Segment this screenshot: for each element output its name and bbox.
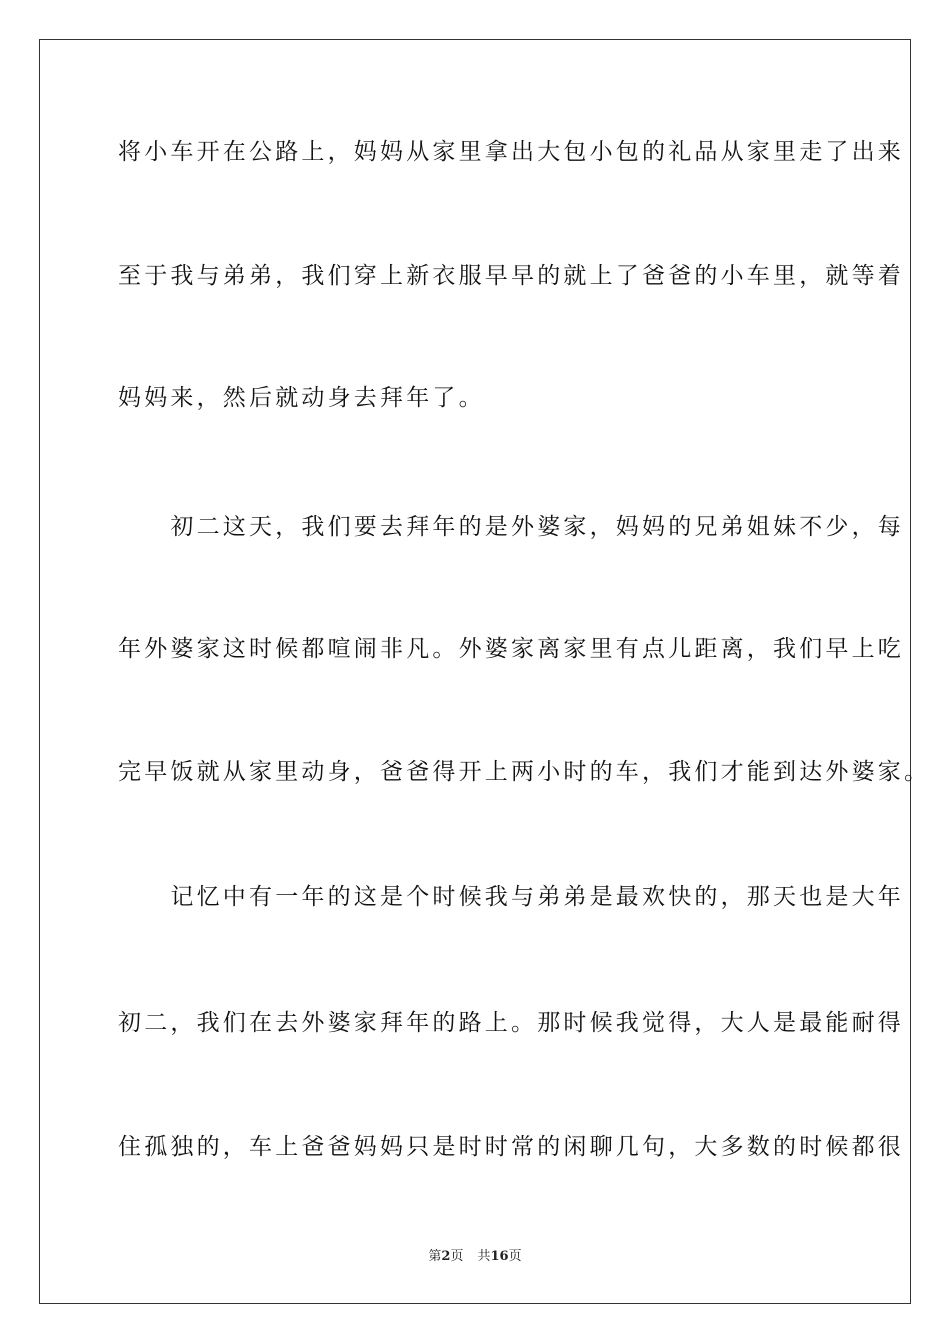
page-label-suffix: 页 [450, 1249, 464, 1264]
body-text-line: 完早饭就从家里动身，爸爸得开上两小时的车，我们才能到达外婆家。 [118, 759, 931, 785]
body-text-line: 将小车开在公路上，妈妈从家里拿出大包小包的礼品从家里走了出来 [118, 139, 904, 165]
total-label-suffix: 页 [508, 1249, 522, 1264]
body-text-line: 至于我与弟弟，我们穿上新衣服早早的就上了爸爸的小车里，就等着 [118, 263, 904, 289]
body-text-line: 住孤独的，车上爸爸妈妈只是时时常的闲聊几句，大多数的时候都很 [118, 1134, 904, 1160]
body-text-line: 妈妈来，然后就动身去拜年了。 [118, 385, 485, 411]
body-text-line: 初二这天，我们要去拜年的是外婆家，妈妈的兄弟姐妹不少，每 [118, 514, 904, 540]
body-text-line: 初二，我们在去外婆家拜年的路上。那时候我觉得，大人是最能耐得 [118, 1010, 904, 1036]
body-text-line: 记忆中有一年的这是个时候我与弟弟是最欢快的，那天也是大年 [118, 884, 904, 910]
current-page-number: 2 [441, 1249, 451, 1264]
body-text-line: 年外婆家这时候都喧闹非凡。外婆家离家里有点儿距离，我们早上吃 [118, 636, 904, 662]
page-label-prefix: 第 [428, 1249, 442, 1264]
page-footer [0, 1248, 950, 1266]
page-border [39, 39, 931, 1304]
total-label-prefix: 共 [477, 1249, 491, 1264]
total-page-count: 16 [490, 1249, 509, 1264]
